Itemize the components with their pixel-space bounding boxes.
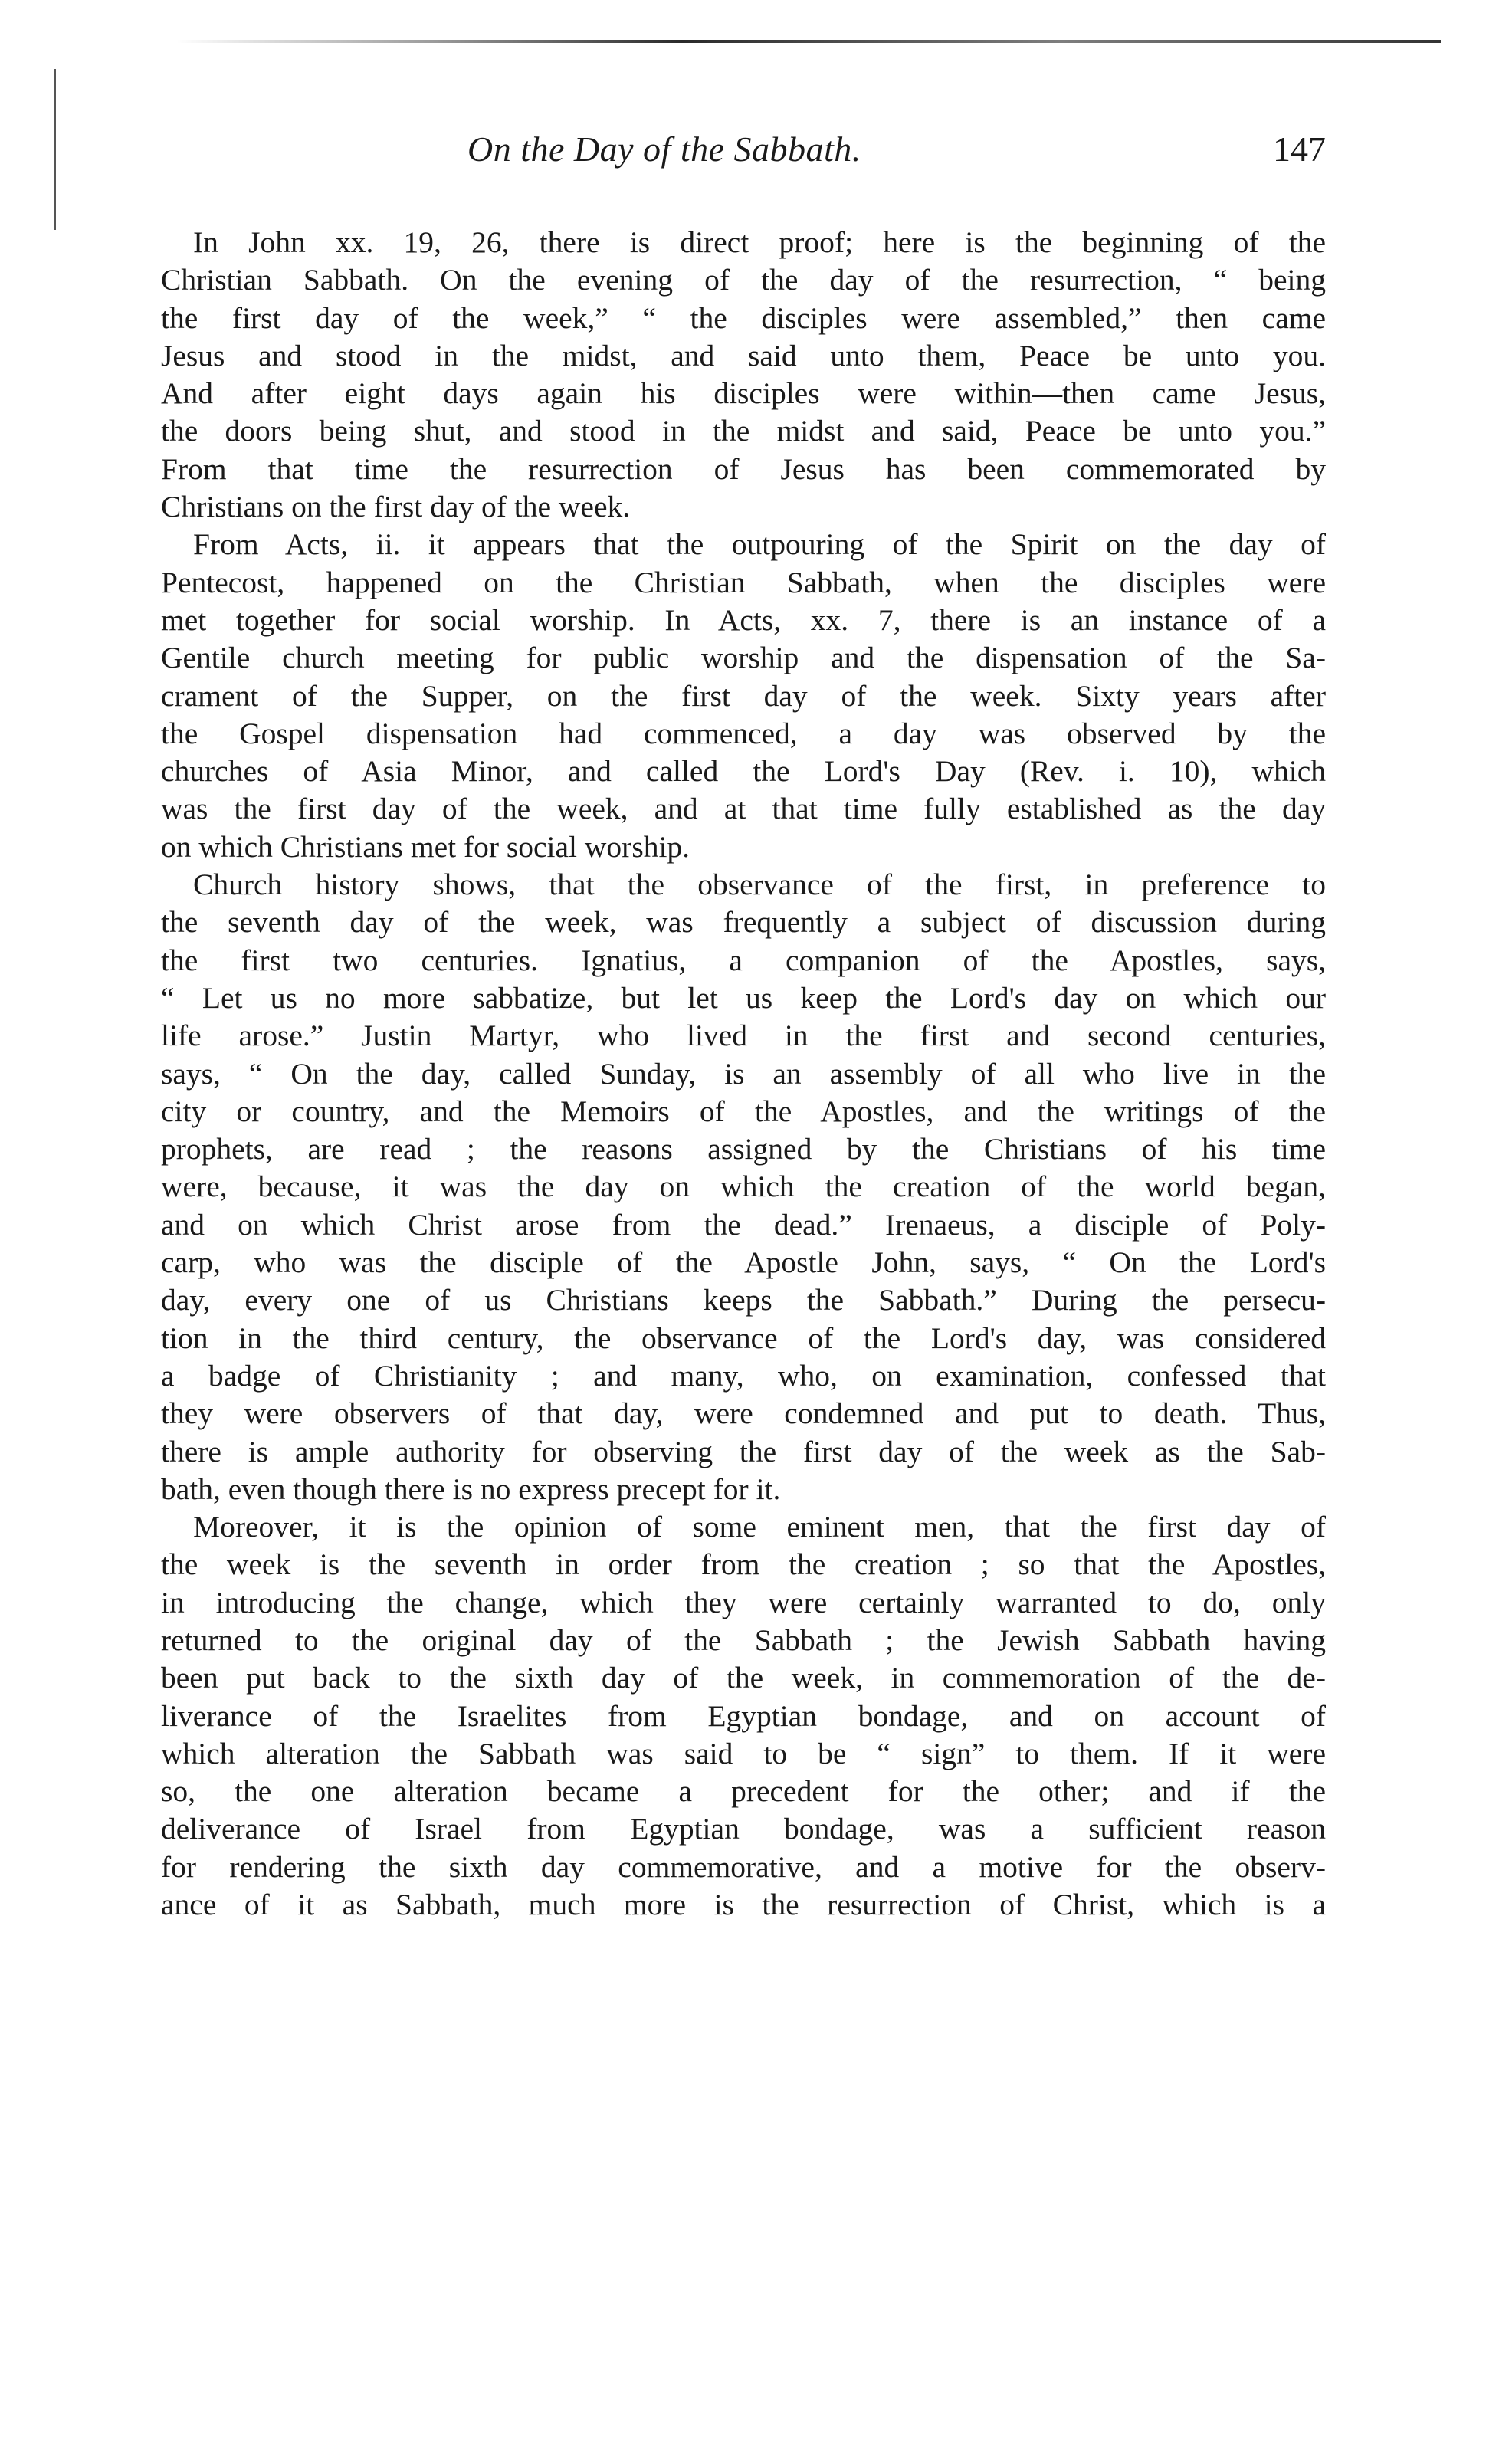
text-line: Pentecost, happened on the Christian Sabbath, when the disciples were [161,565,1326,599]
text-line: “ Let us no more sabbatize, but let us keep the Lord's day on which our [161,980,1326,1015]
text-line: there is ample authority for observing the first day of the week as the Sab- [161,1434,1326,1468]
text-line: liverance of the Israelites from Egyptian bondage, and on account of [161,1698,1326,1733]
text-line: city or country, and the Memoirs of the Apostles, and the writings of the [161,1094,1326,1128]
text-line: in introducing the change, which they were certainly warranted to do, only [161,1585,1326,1619]
text-line: prophets, are read ; the reasons assigned by the Christians of his time [161,1132,1326,1166]
text-line: crament of the Supper, on the first day of the week. Sixty years after [161,678,1326,713]
text-line: Gentile church meeting for public worship and the dispensation of the Sa- [161,641,1326,675]
text-line: tion in the third century, the observance of the Lord's day, was considered [161,1321,1326,1355]
text-line: the doors being shut, and stood in the midst and said, Peace be unto you.” [161,414,1326,448]
text-line: the week is the seventh in order from the creation ; so that the Apostles, [161,1547,1326,1582]
text-line: they were observers of that day, were condemned and put to death. Thus, [161,1396,1326,1431]
text-line: for rendering the sixth day commemorative, and a motive for the observ- [161,1849,1326,1884]
text-line: From that time the resurrection of Jesus has been commemorated by [161,451,1326,486]
page-number: 147 [1273,130,1326,169]
text-line: been put back to the sixth day of the week, in commemoration of the de- [161,1661,1326,1695]
text-line: so, the one alteration became a precedent for the other; and if the [161,1774,1326,1809]
text-line: the first two centuries. Ignatius, a companion of the Apostles, says, [161,943,1326,977]
text-line: day, every one of us Christians keeps the Sabbath.” During the persecu- [161,1283,1326,1317]
text-line: the first day of the week,” “ the disciples were assembled,” then came [161,300,1326,335]
top-edge-rule [176,40,1441,43]
text-line: the seventh day of the week, was frequently a subject of discussion during [161,905,1326,940]
text-line: In John xx. 19, 26, there is direct proof; here is the beginning of the [193,225,1326,259]
paragraph-2 [161,526,1326,866]
text-line: was the first day of the week, and at that time fully established as the day [161,792,1326,826]
text-line: Christian Sabbath. On the evening of the day of the resurrection, “ being [161,263,1326,297]
text-line: a badge of Christianity ; and many, who, on examination, confessed that [161,1358,1326,1393]
paragraph-3 [161,866,1326,1508]
text-line: Church history shows, that the observance of the first, in preference to [193,868,1326,902]
text-line: ance of it as Sabbath, much more is the resurrection of Christ, which is a [161,1888,1326,1922]
text-line: Jesus and stood in the midst, and said unto them, Peace be unto you. [161,338,1326,372]
binding-mark [54,69,56,230]
text-line: says, “ On the day, called Sunday, is an assembly of all who live in the [161,1056,1326,1091]
page-header [161,129,1326,182]
text-line: churches of Asia Minor, and called the Lord's Day (Rev. i. 10), which [161,754,1326,789]
text-line: And after eight days again his disciples were within—then came Jesus, [161,376,1326,411]
text-line: Christians on the first day of the week. [161,490,631,524]
text-line: deliverance of Israel from Egyptian bondage, was a sufficient reason [161,1812,1326,1846]
text-line: the Gospel dispensation had commenced, a day was observed by the [161,716,1326,750]
text-line: From Acts, ii. it appears that the outpouring of the Spirit on the day of [193,527,1326,562]
text-line: and on which Christ arose from the dead.” Irenaeus, a disciple of Poly- [161,1207,1326,1242]
text-line: carp, who was the disciple of the Apostle John, says, “ On the Lord's [161,1245,1326,1280]
running-title: On the Day of the Sabbath. [467,130,861,169]
text-line: which alteration the Sabbath was said to be “ sign” to them. If it were [161,1736,1326,1770]
paragraph-4 [161,1508,1326,1924]
text-line: on which Christians met for social worship. [161,829,690,864]
body-text [161,224,1326,1924]
text-line: returned to the original day of the Sabbath ; the Jewish Sabbath having [161,1622,1326,1657]
text-line: Moreover, it is the opinion of some eminent men, that the first day of [193,1510,1326,1544]
paragraph-1 [161,224,1326,526]
text-line: bath, even though there is no express precept for it. [161,1472,781,1506]
text-line: were, because, it was the day on which the creation of the world began, [161,1170,1326,1204]
text-line: life arose.” Justin Martyr, who lived in the first and second centuries, [161,1019,1326,1053]
text-line: met together for social worship. In Acts, xx. 7, there is an instance of a [161,602,1326,637]
